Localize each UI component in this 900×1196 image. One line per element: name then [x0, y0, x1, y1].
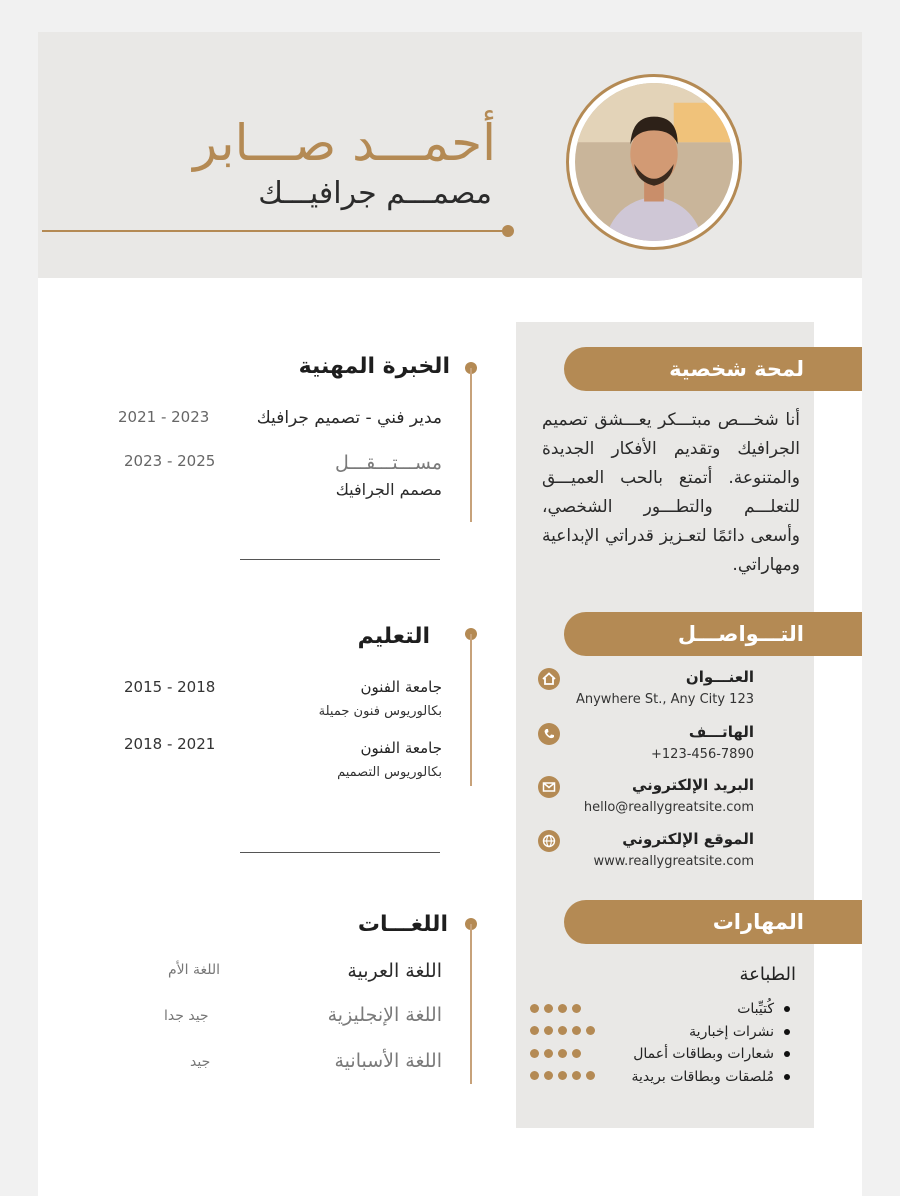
- skill-level-dots: [530, 1026, 595, 1035]
- contact-email: [538, 776, 800, 815]
- education-school: جامعة الفنون: [360, 678, 442, 696]
- skill-level-dot: [530, 1004, 539, 1013]
- skill-level-dot: [586, 1026, 595, 1035]
- skill-level-dots: [530, 1049, 581, 1058]
- experience-role: مدير فني - تصميم جرافيك: [256, 408, 442, 428]
- experience-subtitle: مصمم الجرافيك: [335, 480, 442, 499]
- experience-heading: الخبرة المهنية: [298, 354, 450, 379]
- skill-level-dot: [544, 1071, 553, 1080]
- skill-item: مُلصقات وبطاقات بريدية: [552, 1066, 792, 1089]
- profile-heading: لمحة شخصية: [564, 347, 862, 391]
- experience-years: 2023 - 2025: [124, 452, 216, 470]
- globe-icon: [538, 830, 560, 852]
- experience-years: 2021 - 2023: [118, 408, 210, 426]
- home-icon: [538, 668, 560, 690]
- education-degree: بكالوريوس فنون جميلة: [318, 704, 442, 719]
- education-heading: التعليم: [357, 624, 430, 649]
- skill-level-dot: [530, 1071, 539, 1080]
- skills-heading: المهارات: [564, 900, 862, 944]
- skill-level-dot: [572, 1049, 581, 1058]
- languages-heading: اللغـــات: [357, 912, 448, 937]
- email-label: البريد الإلكتروني: [632, 776, 754, 794]
- header-underline: [42, 230, 508, 232]
- contact-website: [538, 830, 800, 869]
- skill-level-dot: [544, 1026, 553, 1035]
- website-value: www.reallygreatsite.com: [593, 854, 754, 869]
- job-title: مصمـــم جرافيـــك: [258, 176, 492, 211]
- email-value: hello@reallygreatsite.com: [583, 800, 754, 815]
- profile-text: أنا شخـــص مبتـــكر يعـــشق تصميم الجرافيك وتقديم الأفكار الجديدة والمتنوعة. أتمتع بالحب العميـــق للتعلـــم والتطـــور الشخصي، وأسعى دائمًا لتعـزيز قدراتي الإبداعية ومهاراتي.: [542, 410, 800, 575]
- person-portrait-icon: [575, 83, 733, 241]
- profile-photo: [566, 74, 742, 250]
- skill-level-dot: [586, 1071, 595, 1080]
- phone-label: الهاتـــف: [688, 723, 754, 741]
- language-level: اللغة الأم: [168, 962, 221, 978]
- education-years: 2015 - 2018: [124, 678, 216, 696]
- skill-level-dot: [572, 1004, 581, 1013]
- contact-address: [538, 668, 800, 707]
- mail-icon: [538, 776, 560, 798]
- skill-level-dot: [544, 1004, 553, 1013]
- skill-item: كُتيِّبات: [552, 998, 792, 1021]
- skill-level-dots: [530, 1071, 595, 1080]
- timeline-line: [470, 924, 472, 1084]
- timeline-line: [470, 368, 472, 522]
- education-years: 2018 - 2021: [124, 735, 216, 753]
- skill-level-dot: [530, 1049, 539, 1058]
- website-label: الموقع الإلكتروني: [622, 830, 754, 848]
- language-level: جيد جدا: [164, 1008, 209, 1024]
- skill-item: نشرات إخبارية: [552, 1021, 792, 1044]
- timeline-line: [470, 634, 472, 786]
- skill-level-dot: [558, 1004, 567, 1013]
- resume-page: [38, 32, 862, 1196]
- education-degree: بكالوريوس التصميم: [337, 765, 442, 780]
- skill-level-dot: [544, 1049, 553, 1058]
- skill-level-dot: [530, 1026, 539, 1035]
- skill-item: شعارات وبطاقات أعمال: [552, 1043, 792, 1066]
- education-school: جامعة الفنون: [360, 739, 442, 757]
- skill-level-dot: [558, 1071, 567, 1080]
- phone-icon: [538, 723, 560, 745]
- skill-level-dots: [530, 1004, 581, 1013]
- phone-value: +123-456-7890: [651, 747, 754, 762]
- skill-level-dot: [572, 1071, 581, 1080]
- skill-level-dot: [572, 1026, 581, 1035]
- skills-subtitle: الطباعة: [739, 964, 796, 985]
- sidebar-panel: [516, 322, 814, 1128]
- person-name: أحمـــد صـــابر: [193, 114, 496, 172]
- contact-phone: [538, 723, 800, 762]
- header-underline-dot: [502, 225, 514, 237]
- language-name: اللغة الإنجليزية: [327, 1004, 442, 1026]
- experience-role: مســـتـــقـــل: [335, 452, 442, 474]
- language-level: جيد: [190, 1054, 211, 1070]
- section-divider: [240, 559, 440, 560]
- address-label: العنـــوان: [685, 668, 754, 686]
- language-name: اللغة العربية: [347, 960, 442, 982]
- skill-level-dot: [558, 1026, 567, 1035]
- language-name: اللغة الأسبانية: [334, 1050, 442, 1072]
- skill-level-dot: [558, 1049, 567, 1058]
- section-divider: [240, 852, 440, 853]
- resume-header: [38, 32, 862, 278]
- address-value: Anywhere St., Any City 123: [575, 692, 754, 707]
- contact-heading: التـــواصـــل: [564, 612, 862, 656]
